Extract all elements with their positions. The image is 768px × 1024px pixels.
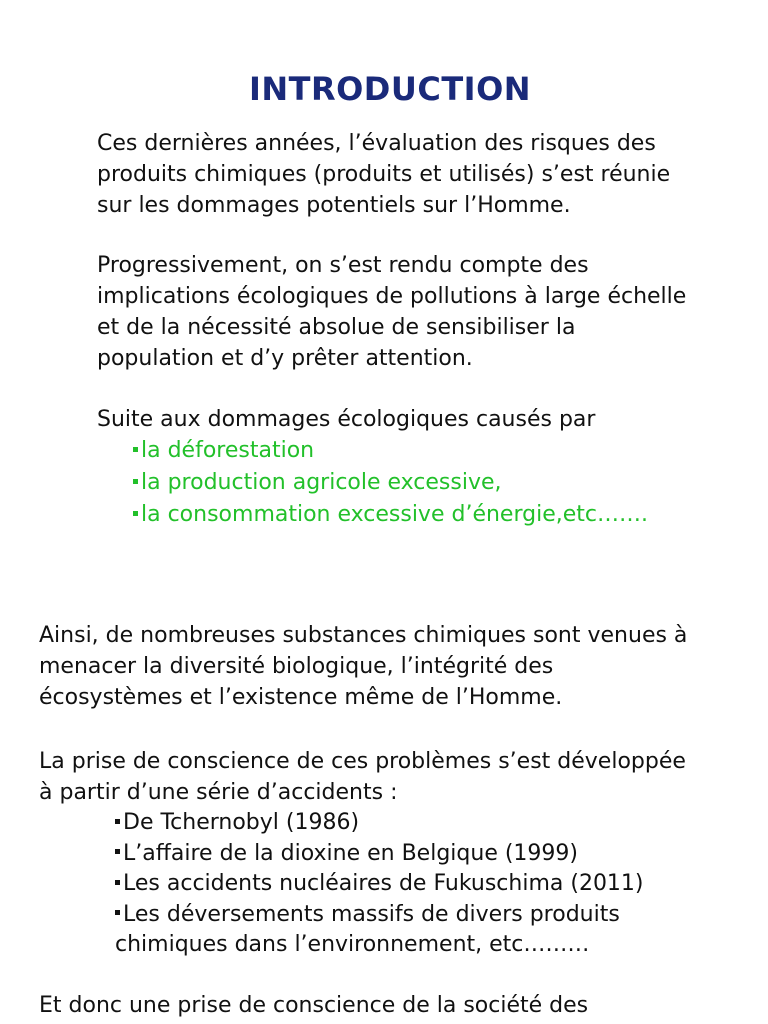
square-bullet-icon [133,479,138,484]
list-item-continuation: chimiques dans l’environnement, etc……… [115,932,590,957]
list-item-text: De Tchernobyl (1986) [123,810,360,835]
list-item-text: Les déversements massifs de divers produits [123,901,620,927]
page-title: INTRODUCTION [248,70,532,108]
paragraph-ecological-damage [97,404,737,531]
list-item [115,808,764,839]
paragraph-accidents [39,746,764,961]
text-line: La prise de conscience de ces problèmes s’est développée [39,749,686,774]
text-line: Et donc une prise de conscience de la société des [39,993,589,1018]
accident-list [39,808,764,961]
list-item [115,839,764,870]
paragraph-progressively [97,250,737,374]
text-line: Ces dernières années, l’évaluation des risques des [97,131,656,156]
list-item-text: la consommation excessive d’énergie,etc……. [141,502,648,527]
square-bullet-icon [115,910,120,915]
text-line: écosystèmes et l’existence même de l’Homme. [39,685,563,710]
text-line: Progressivement, on s’est rendu compte des [97,253,589,278]
list-item [115,869,764,900]
square-bullet-icon [133,447,138,452]
text-line: implications écologiques de pollutions à large échelle [97,284,687,309]
text-line: population et d’y prêter attention. [97,346,473,371]
list-item-text: la production agricole excessive, [141,470,502,495]
square-bullet-icon [115,849,120,854]
text-line: produits chimiques (produits et utilisés) s’est réunie [97,162,671,187]
text-line: sur les dommages potentiels sur l’Homme. [97,193,571,218]
damage-cause-list [97,435,737,531]
list-item [115,900,764,961]
list-item [133,435,737,467]
square-bullet-icon [115,819,120,824]
text-line: Ainsi, de nombreuses substances chimiques sont venues à [39,623,688,648]
list-item-text: Les accidents nucléaires de Fukuschima (2011) [123,871,644,896]
square-bullet-icon [133,511,138,516]
paragraph-substances [39,620,764,713]
list-item [133,467,737,499]
text-line: Suite aux dommages écologiques causés par [97,407,596,432]
paragraph-intro [97,128,737,221]
text-line: à partir d’une série d’accidents : [39,780,398,805]
text-line: menacer la diversité biologique, l’intégrité des [39,654,554,679]
text-line: et de la nécessité absolue de sensibiliser la [97,315,576,340]
list-item-text: la déforestation [141,438,315,463]
paragraph-conclusion [39,990,764,1021]
list-item [133,499,737,531]
list-item-text: L’affaire de la dioxine en Belgique (1999) [123,840,578,866]
square-bullet-icon [115,880,120,885]
